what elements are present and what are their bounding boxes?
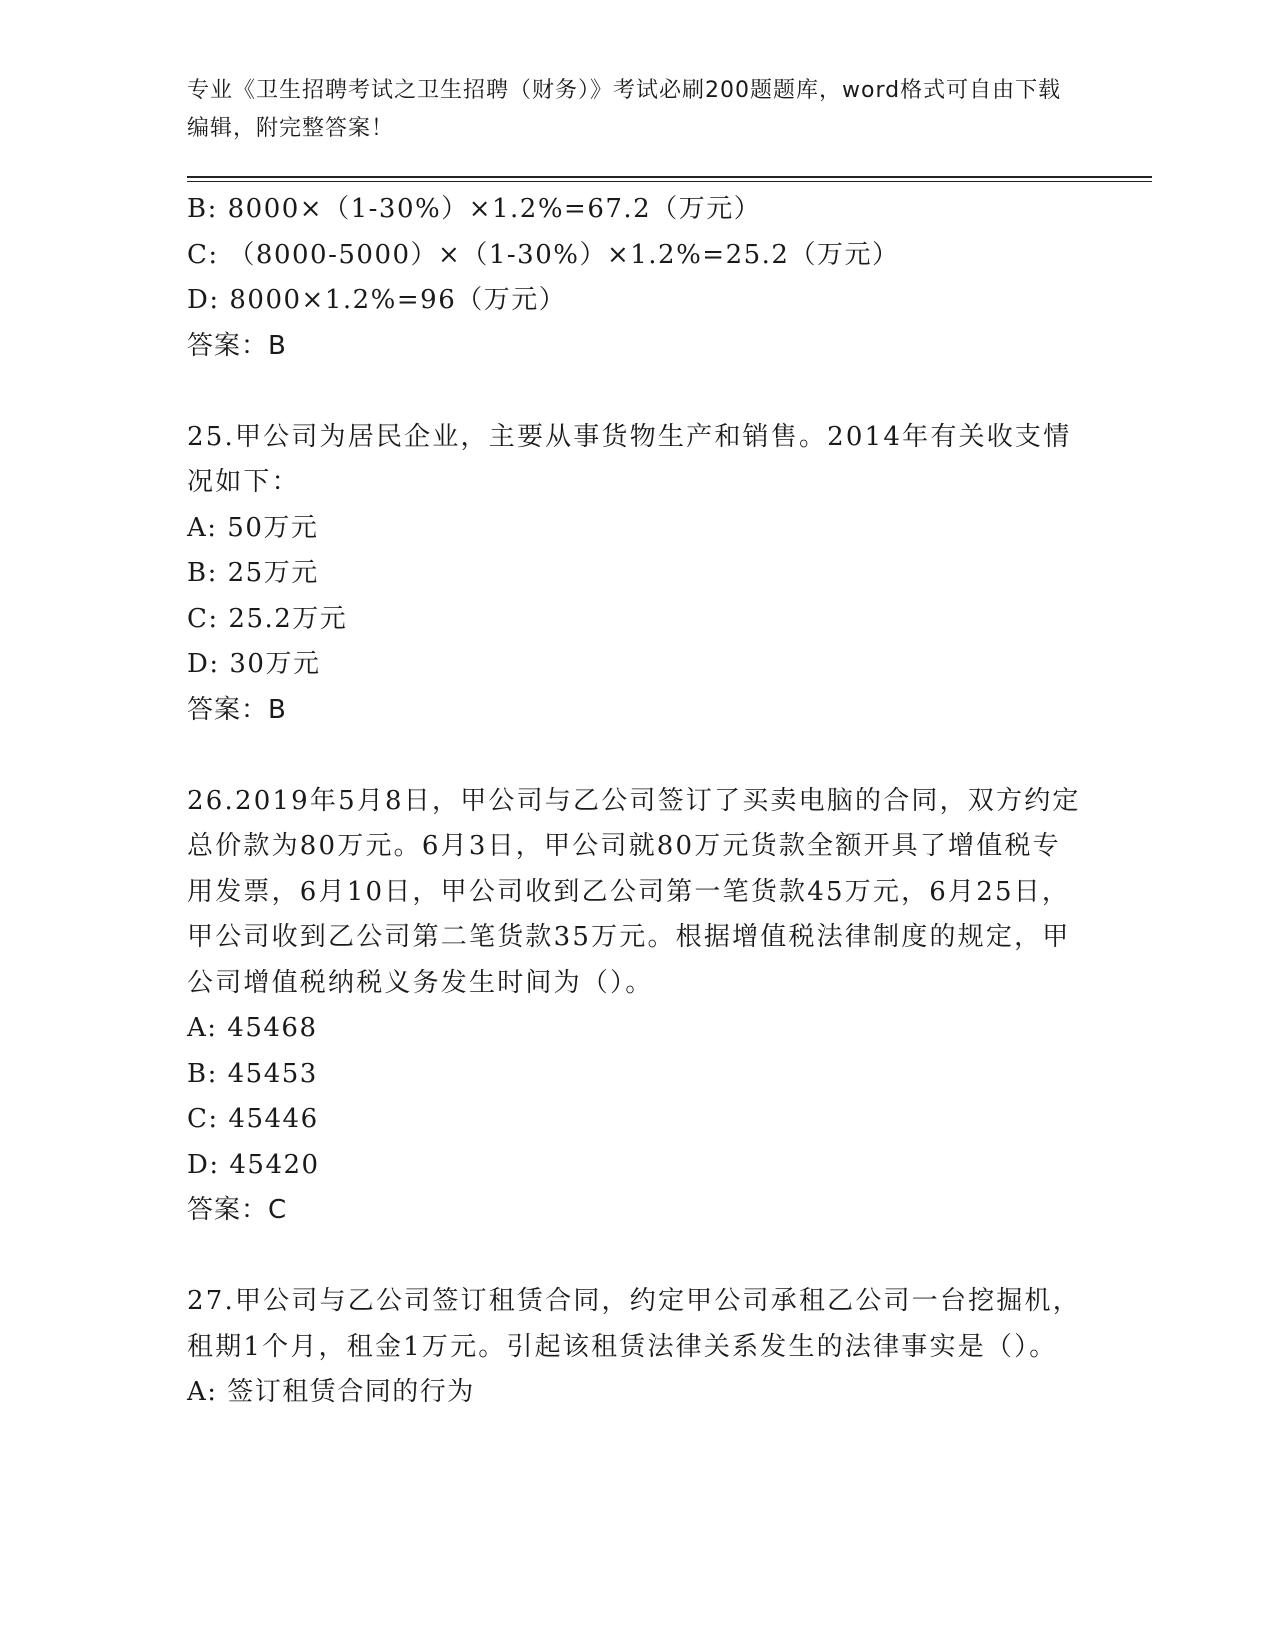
document-body [187, 187, 1087, 1416]
spacer [187, 1234, 1087, 1280]
question-25-answer: 答案：B [187, 694, 287, 725]
question-26-text: 26.2019年5月8日，甲公司与乙公司签订了买卖电脑的合同，双方约定总价款为80万元。6月3日，甲公司就80万元货款全额开具了增值税专用发票，6月10日，甲公司收到乙公司第一笔货款45万元，6月25日，甲公司收到乙公司第二笔货款35万元。根据增值税法律制度的规定，甲公司增值税纳税义务发生时间为（）。 [187, 785, 1081, 998]
question-24-block [187, 187, 1087, 369]
question-26-option-b: B: 45453 [187, 1058, 318, 1089]
question-24-answer: 答案：B [187, 330, 287, 361]
question-24-option-c: C: （8000-5000）×（1-30%）×1.2%=25.2（万元） [187, 239, 900, 270]
question-27-text: 27.甲公司与乙公司签订租赁合同，约定甲公司承租乙公司一台挖掘机，租期1个月，租金1万元。引起该租赁法律关系发生的法律事实是（）。 [187, 1286, 1081, 1362]
spacer [187, 369, 1087, 415]
spacer [187, 733, 1087, 779]
question-26-option-c: C: 45446 [187, 1104, 319, 1134]
question-25-option-d: D: 30万元 [187, 649, 321, 679]
question-26-answer: 答案：C [187, 1195, 288, 1225]
document-header-title: 专业《卫生招聘考试之卫生招聘（财务）》考试必刷200题题库，word格式可自由下载编辑，附完整答案！ [187, 78, 1062, 141]
question-27-block [187, 1279, 1087, 1416]
question-24-option-d: D: 8000×1.2%=96（万元） [187, 285, 567, 315]
question-25-option-b: B: 25万元 [187, 558, 319, 588]
question-25-text: 25.甲公司为居民企业，主要从事货物生产和销售。2014年有关收支情况如下： [187, 421, 1072, 497]
header-divider [187, 176, 1152, 182]
question-25-block [187, 415, 1087, 734]
question-26-block [187, 779, 1087, 1234]
question-27-option-a: A: 签订租赁合同的行为 [187, 1377, 475, 1407]
question-26-option-a: A: 45468 [187, 1013, 318, 1043]
question-26-option-d: D: 45420 [187, 1149, 320, 1180]
question-24-option-b: B: 8000×（1-30%）×1.2%=67.2（万元） [187, 194, 762, 224]
question-25-option-a: A: 50万元 [187, 512, 319, 543]
question-25-option-c: C: 25.2万元 [187, 603, 348, 634]
